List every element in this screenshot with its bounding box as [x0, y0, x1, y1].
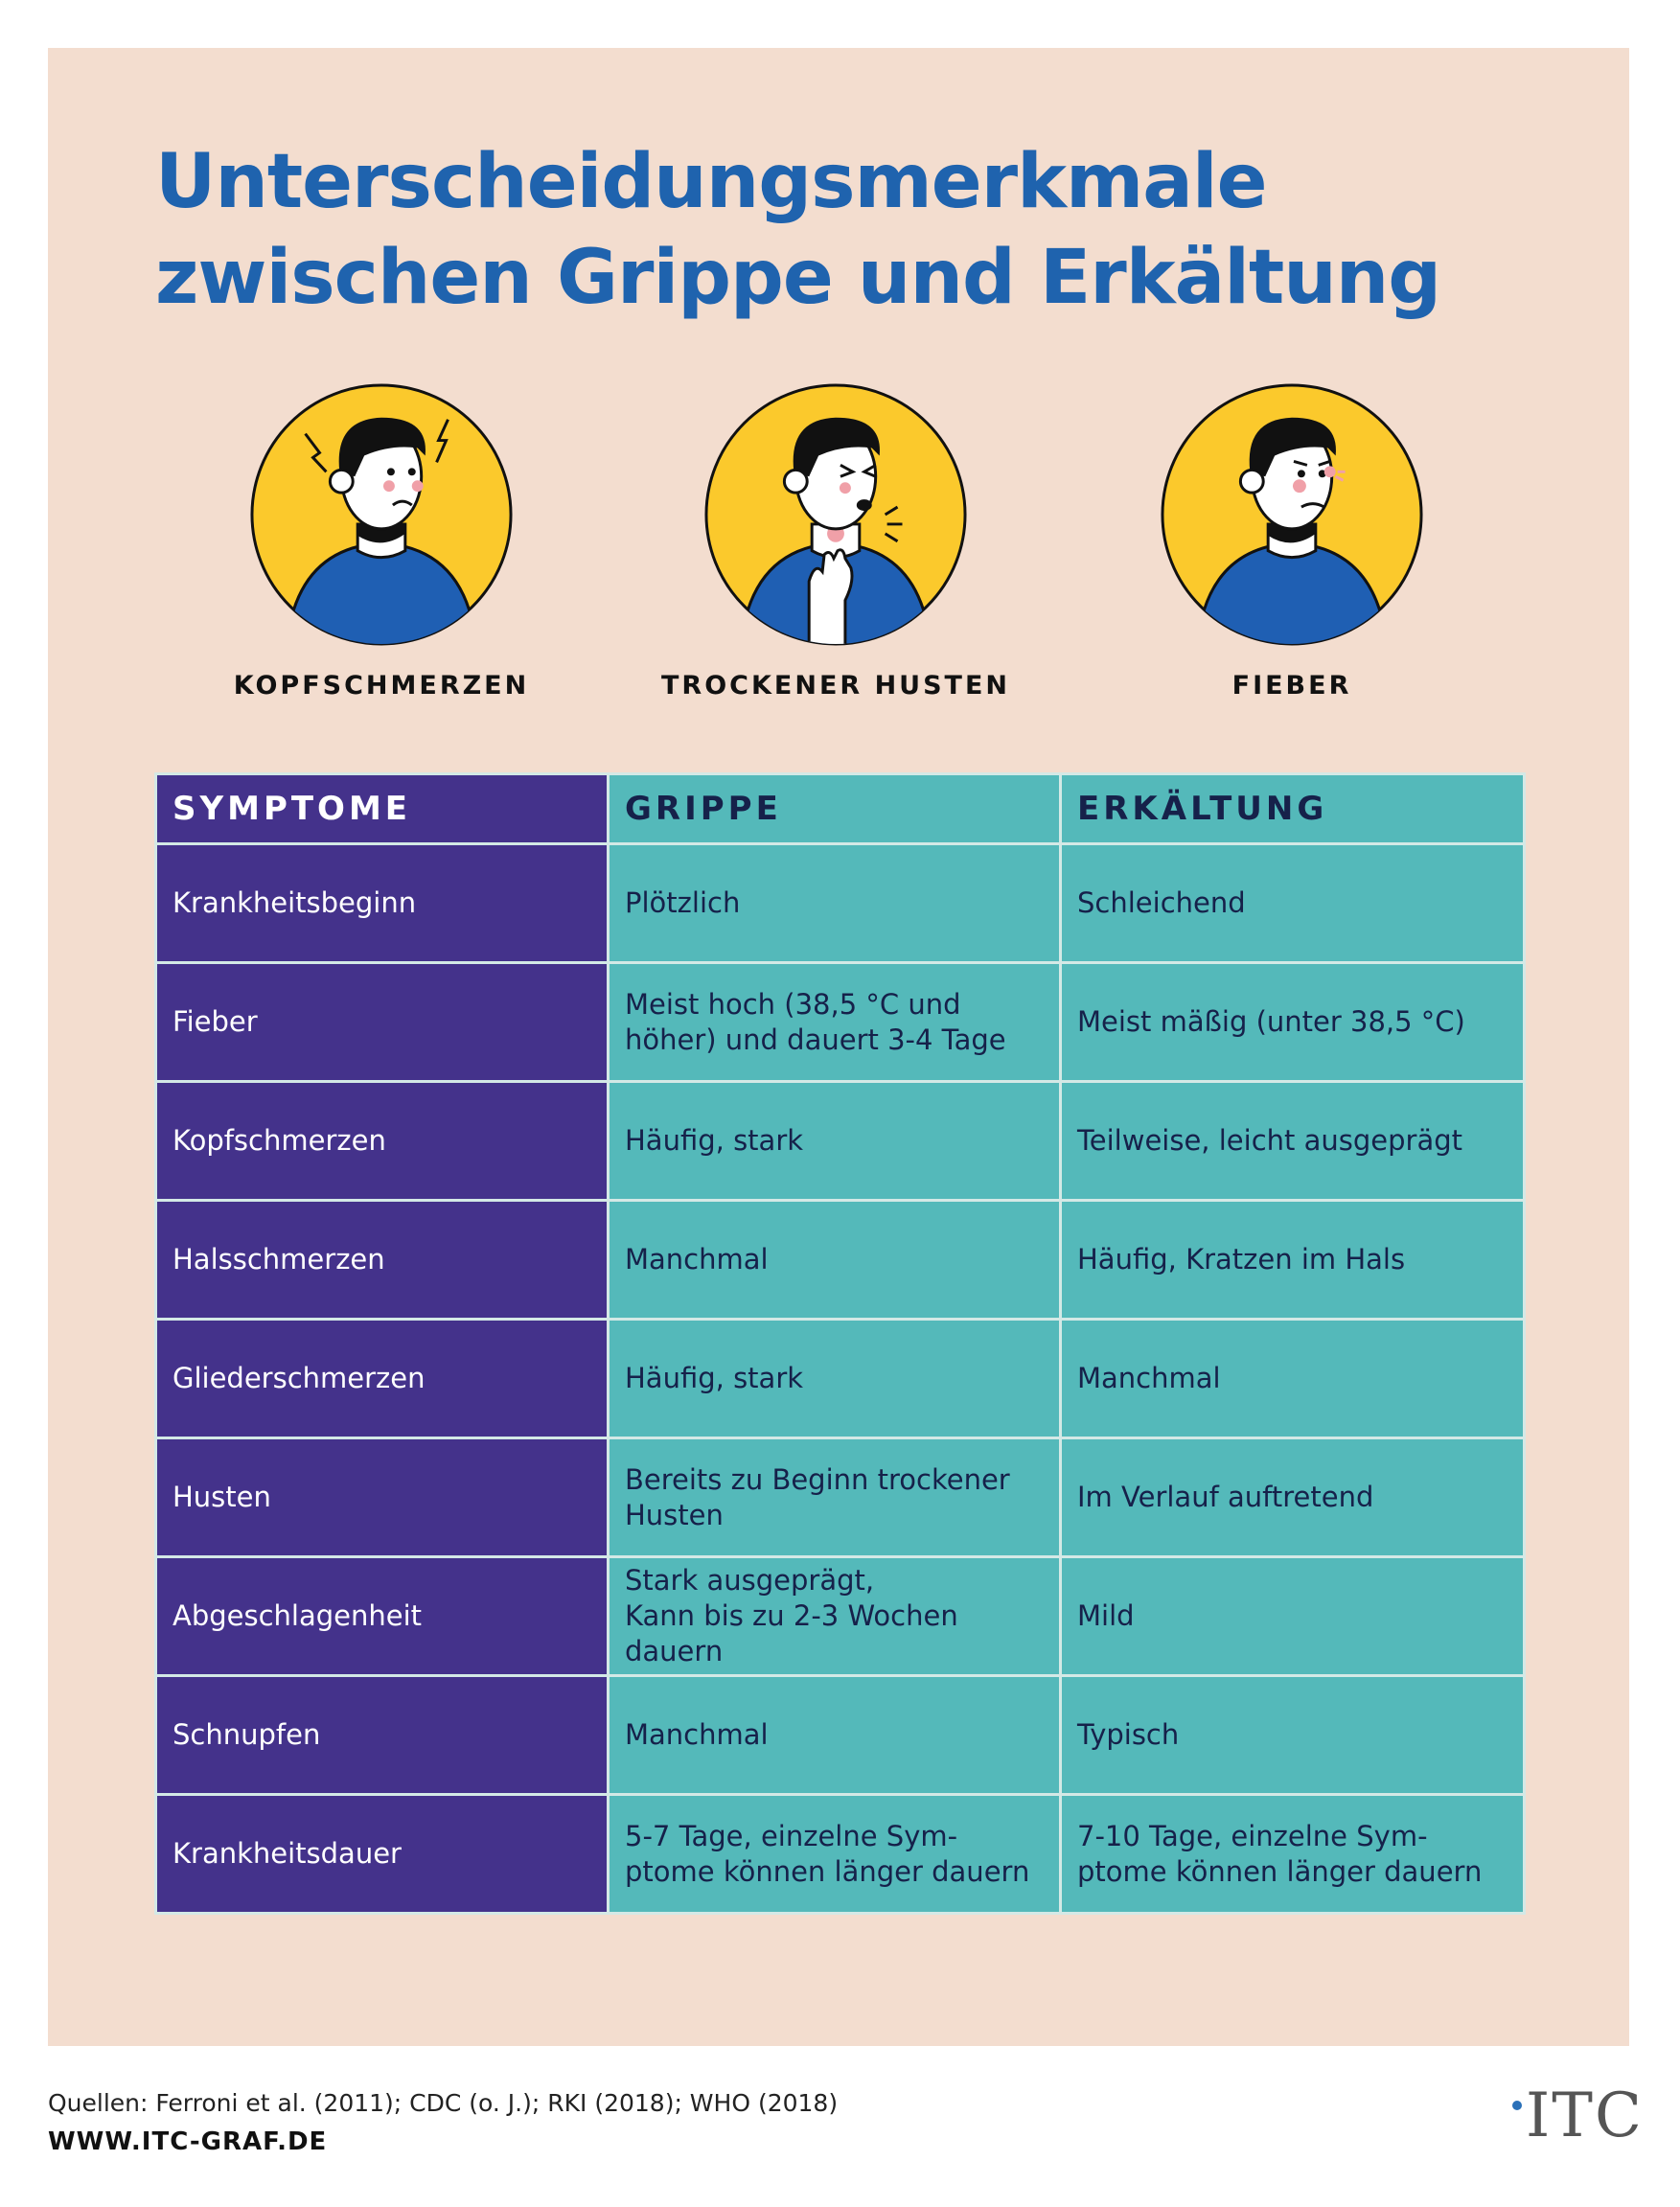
symptom-cell: Husten — [156, 1438, 609, 1557]
icon-caption-dry-cough: TROCKENER HUSTEN — [661, 671, 1010, 701]
table-row — [156, 1201, 1525, 1320]
symptom-cell: Krankheitsbeginn — [156, 844, 609, 963]
cold-cell: Typisch — [1061, 1676, 1525, 1795]
flu-cell: Häufig, stark — [609, 1082, 1061, 1201]
logo-dot-icon — [1512, 2101, 1522, 2110]
symptom-cell: Fieber — [156, 963, 609, 1082]
dry-cough-person-icon — [702, 381, 969, 648]
page-title — [155, 134, 1554, 326]
flu-cell: 5-7 Tage, einzelne Sym- ptome können länger dauern — [609, 1795, 1061, 1914]
flu-cell: Manchmal — [609, 1201, 1061, 1320]
table-row — [156, 1795, 1525, 1914]
title-line-2: zwischen Grippe und Erkältung — [155, 235, 1441, 321]
cold-cell: Im Verlauf auftretend — [1061, 1438, 1525, 1557]
flu-cell: Plötzlich — [609, 844, 1061, 963]
symptom-cell: Halsschmerzen — [156, 1201, 609, 1320]
symptom-cell: Krankheitsdauer — [156, 1795, 609, 1914]
table-row — [156, 963, 1525, 1082]
title-line-1: Unterscheidungsmerkmale — [155, 139, 1267, 225]
header-symptoms: SYMPTOME — [156, 774, 609, 844]
table-header-row — [156, 774, 1525, 844]
table-row — [156, 1320, 1525, 1438]
symptom-cell: Gliederschmerzen — [156, 1320, 609, 1438]
flu-cell: Bereits zu Beginn trockener Husten — [609, 1438, 1061, 1557]
table-row — [156, 1438, 1525, 1557]
table-row — [156, 844, 1525, 963]
headache-person-icon — [248, 381, 515, 648]
flu-cell: Stark ausgeprägt, Kann bis zu 2-3 Wochen dauern — [609, 1557, 1061, 1676]
cold-cell: Meist mäßig (unter 38,5 °C) — [1061, 963, 1525, 1082]
itc-logo — [1512, 2081, 1644, 2151]
symptom-cell: Kopfschmerzen — [156, 1082, 609, 1201]
cold-cell: 7-10 Tage, einzelne Sym- ptome können länger dauern — [1061, 1795, 1525, 1914]
sources-text: Quellen: Ferroni et al. (2011); CDC (o. J.); RKI (2018); WHO (2018) — [48, 2089, 839, 2117]
flu-cell: Manchmal — [609, 1676, 1061, 1795]
header-cold: ERKÄLTUNG — [1061, 774, 1525, 844]
table-row — [156, 1557, 1525, 1676]
icon-caption-fever: FIEBER — [1231, 671, 1352, 701]
cold-cell: Mild — [1061, 1557, 1525, 1676]
header-flu: GRIPPE — [609, 774, 1061, 844]
cold-cell: Häufig, Kratzen im Hals — [1061, 1201, 1525, 1320]
cold-cell: Schleichend — [1061, 844, 1525, 963]
cold-cell: Manchmal — [1061, 1320, 1525, 1438]
symptom-cell: Abgeschlagenheit — [156, 1557, 609, 1676]
flu-cell: Meist hoch (38,5 °C und höher) und dauert 3-4 Tage — [609, 963, 1061, 1082]
table-row — [156, 1082, 1525, 1201]
symptom-cell: Schnupfen — [156, 1676, 609, 1795]
table-row — [156, 1676, 1525, 1795]
logo-text: ITC — [1526, 2081, 1644, 2151]
flu-cell: Häufig, stark — [609, 1320, 1061, 1438]
fever-person-icon — [1159, 381, 1425, 648]
icon-caption-headache: KOPFSCHMERZEN — [233, 671, 530, 701]
symptom-comparison-table — [154, 772, 1526, 1915]
cold-cell: Teilweise, leicht ausgeprägt — [1061, 1082, 1525, 1201]
website-link[interactable]: WWW.ITC-GRAF.DE — [48, 2127, 328, 2156]
